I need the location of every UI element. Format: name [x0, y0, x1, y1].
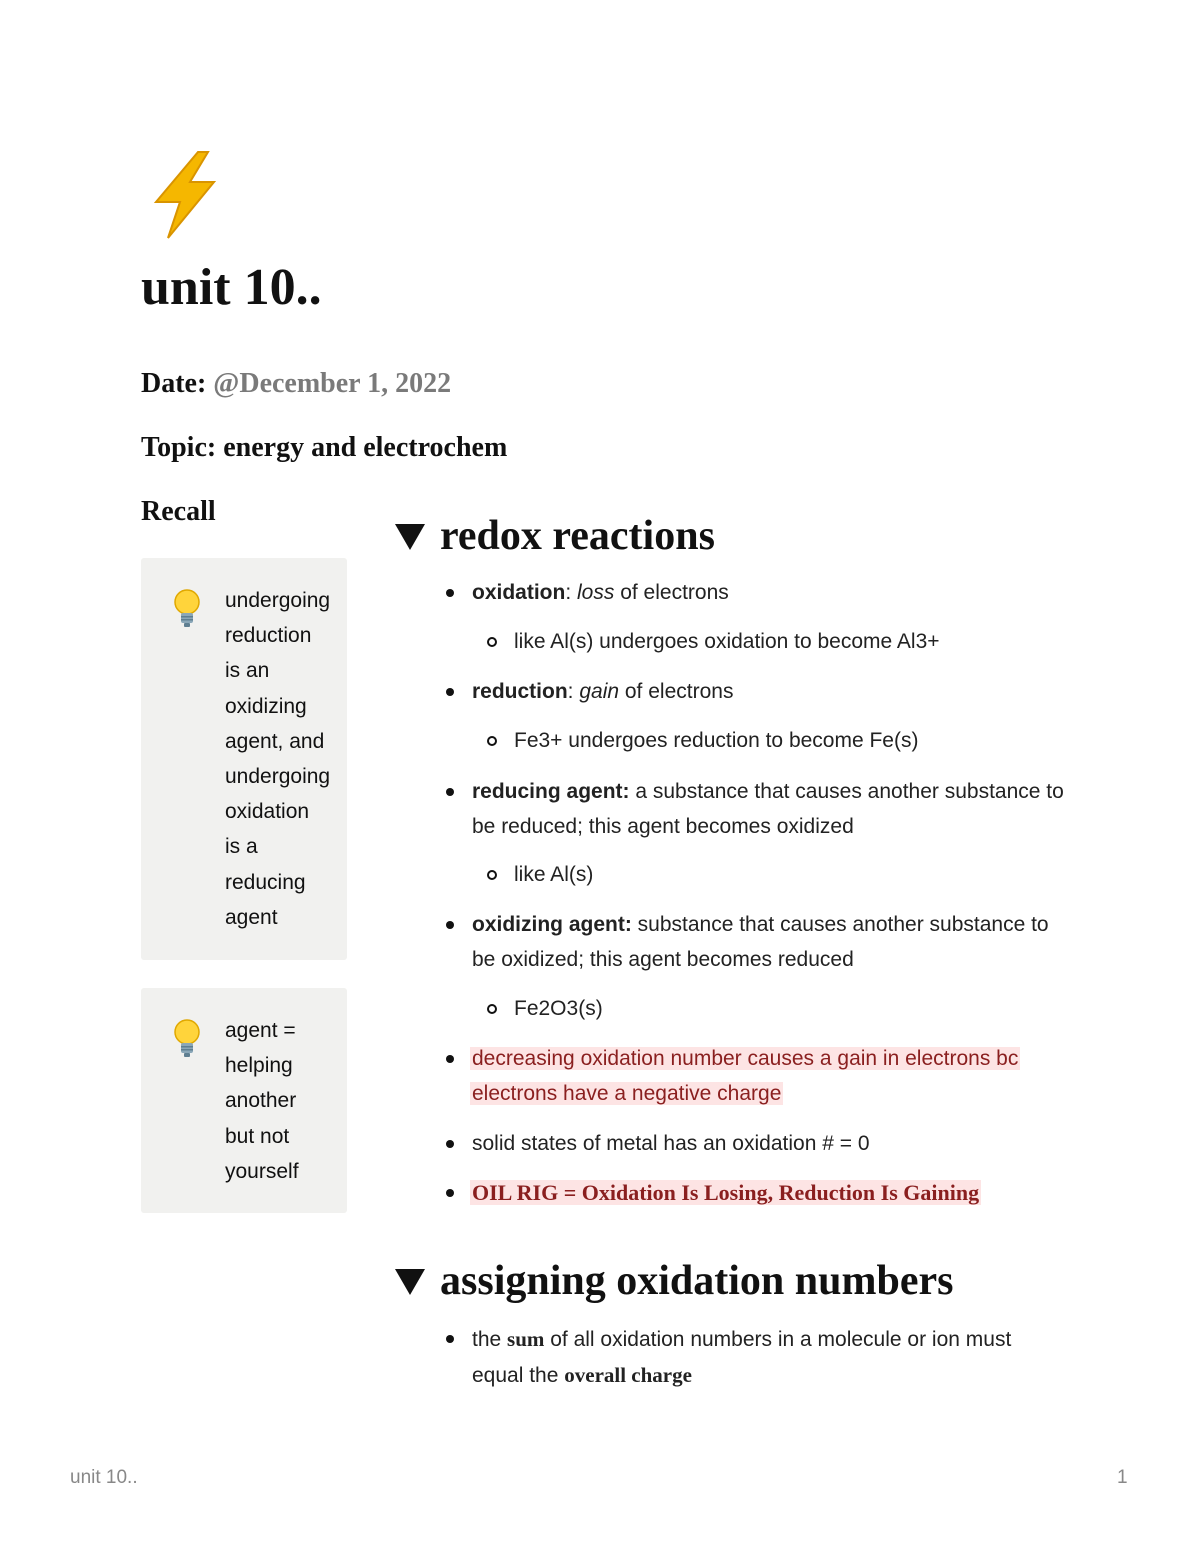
sub-list-item: like Al(s) [514, 863, 594, 886]
term-oxidizing-agent: oxidizing agent: [472, 913, 632, 936]
highlight-text: decreasing oxidation number causes a gain in electrons bc [472, 1047, 1019, 1070]
footer-page-number: 1 [1117, 1467, 1128, 1488]
toggle-triangle-icon[interactable] [394, 520, 426, 552]
topic-label: Topic: [141, 432, 217, 463]
recall-heading: Recall [141, 496, 216, 527]
emphasis-gain: gain [579, 680, 620, 703]
callout-line: another [225, 1089, 297, 1113]
toggle-triangle-icon[interactable] [394, 1265, 426, 1297]
highlighted-list-item [470, 1175, 981, 1212]
bullet-icon [446, 589, 454, 597]
callout-line: agent [225, 905, 278, 929]
oil-rig-mnemonic: OIL RIG = Oxidation Is Losing, Reduction Is Gaining [472, 1180, 980, 1205]
term-oxidation: oxidation [472, 581, 566, 604]
highlight-text: electrons have a negative charge [472, 1082, 782, 1105]
sub-bullet-icon [487, 1004, 497, 1014]
list-item [472, 1321, 1011, 1358]
topic-value: energy and electrochem [223, 432, 508, 463]
date-property [141, 366, 451, 402]
term-reducing-agent: reducing agent: [472, 780, 630, 803]
callout-line: reducing [225, 870, 306, 894]
list-item: solid states of metal has an oxidation # = 0 [472, 1132, 870, 1155]
term-overall-charge: overall charge [564, 1363, 692, 1387]
bullet-icon [446, 1140, 454, 1148]
callout-box [141, 988, 347, 1213]
date-value[interactable]: @December 1, 2022 [213, 368, 452, 399]
item-text: of electrons [614, 581, 729, 604]
item-text: equal the [472, 1364, 565, 1387]
item-text: the [472, 1328, 508, 1351]
emphasis-loss: loss [577, 581, 615, 604]
separator: : [565, 581, 578, 604]
highlighted-list-item [470, 1041, 1020, 1077]
bullet-icon [446, 921, 454, 929]
list-item [472, 907, 1049, 943]
callout-line: but not [225, 1124, 290, 1148]
highlighted-list-item-continuation [470, 1076, 783, 1112]
list-item [472, 674, 733, 710]
bullet-icon [446, 688, 454, 696]
list-item [472, 774, 1064, 810]
toggle-assigning-oxidation-numbers[interactable] [394, 1253, 953, 1309]
item-text: a substance that causes another substance to [629, 780, 1064, 803]
page-title: unit 10.. [141, 259, 322, 316]
callout-text [225, 583, 341, 935]
callout-line: is an [225, 659, 270, 683]
list-item-continuation: be reduced; this agent becomes oxidized [472, 815, 854, 838]
callout-line: agent = [225, 1019, 296, 1042]
sub-list-item: Fe3+ undergoes reduction to become Fe(s) [514, 729, 919, 752]
callout-line: yourself [225, 1159, 299, 1183]
bullet-icon [446, 1055, 454, 1063]
callout-text [225, 1013, 341, 1189]
term-reduction: reduction [472, 680, 568, 703]
callout-line: helping [225, 1054, 293, 1078]
section-heading: redox reactions [440, 513, 715, 559]
lightbulb-icon [171, 588, 203, 630]
lightbulb-icon [171, 1018, 203, 1060]
callout-line: oxidation [225, 800, 310, 824]
sub-bullet-icon [487, 736, 497, 746]
item-text: of all oxidation numbers in a molecule or ion must [544, 1328, 1012, 1351]
sub-list-item: Fe2O3(s) [514, 997, 603, 1020]
callout-line: undergoing [225, 765, 331, 789]
section-heading: assigning oxidation numbers [440, 1258, 954, 1304]
callout-line: oxidizing [225, 694, 307, 718]
toggle-redox-reactions[interactable] [394, 508, 715, 564]
sub-bullet-icon [487, 870, 497, 880]
topic-property [141, 430, 507, 466]
date-label: Date: [141, 368, 207, 399]
separator: : [567, 680, 580, 703]
item-text: of electrons [619, 680, 734, 703]
bullet-icon [446, 1335, 454, 1343]
item-text: substance that causes another substance to [631, 913, 1049, 936]
bullet-icon [446, 788, 454, 796]
list-item [472, 575, 729, 611]
bullet-icon [446, 1189, 454, 1197]
callout-line: agent, and [225, 729, 325, 753]
list-item-continuation: be oxidized; this agent becomes reduced [472, 948, 854, 971]
lightning-bolt-icon[interactable] [146, 150, 224, 240]
list-item-continuation [472, 1357, 692, 1394]
term-sum: sum [507, 1327, 545, 1351]
callout-line: is a [225, 835, 258, 859]
callout-line: undergoing [225, 589, 331, 612]
footer-doc-title: unit 10.. [70, 1467, 138, 1488]
callout-line: reduction [225, 624, 312, 648]
sub-list-item: like Al(s) undergoes oxidation to become Al3+ [514, 630, 940, 653]
sub-bullet-icon [487, 637, 497, 647]
callout-box [141, 558, 347, 960]
